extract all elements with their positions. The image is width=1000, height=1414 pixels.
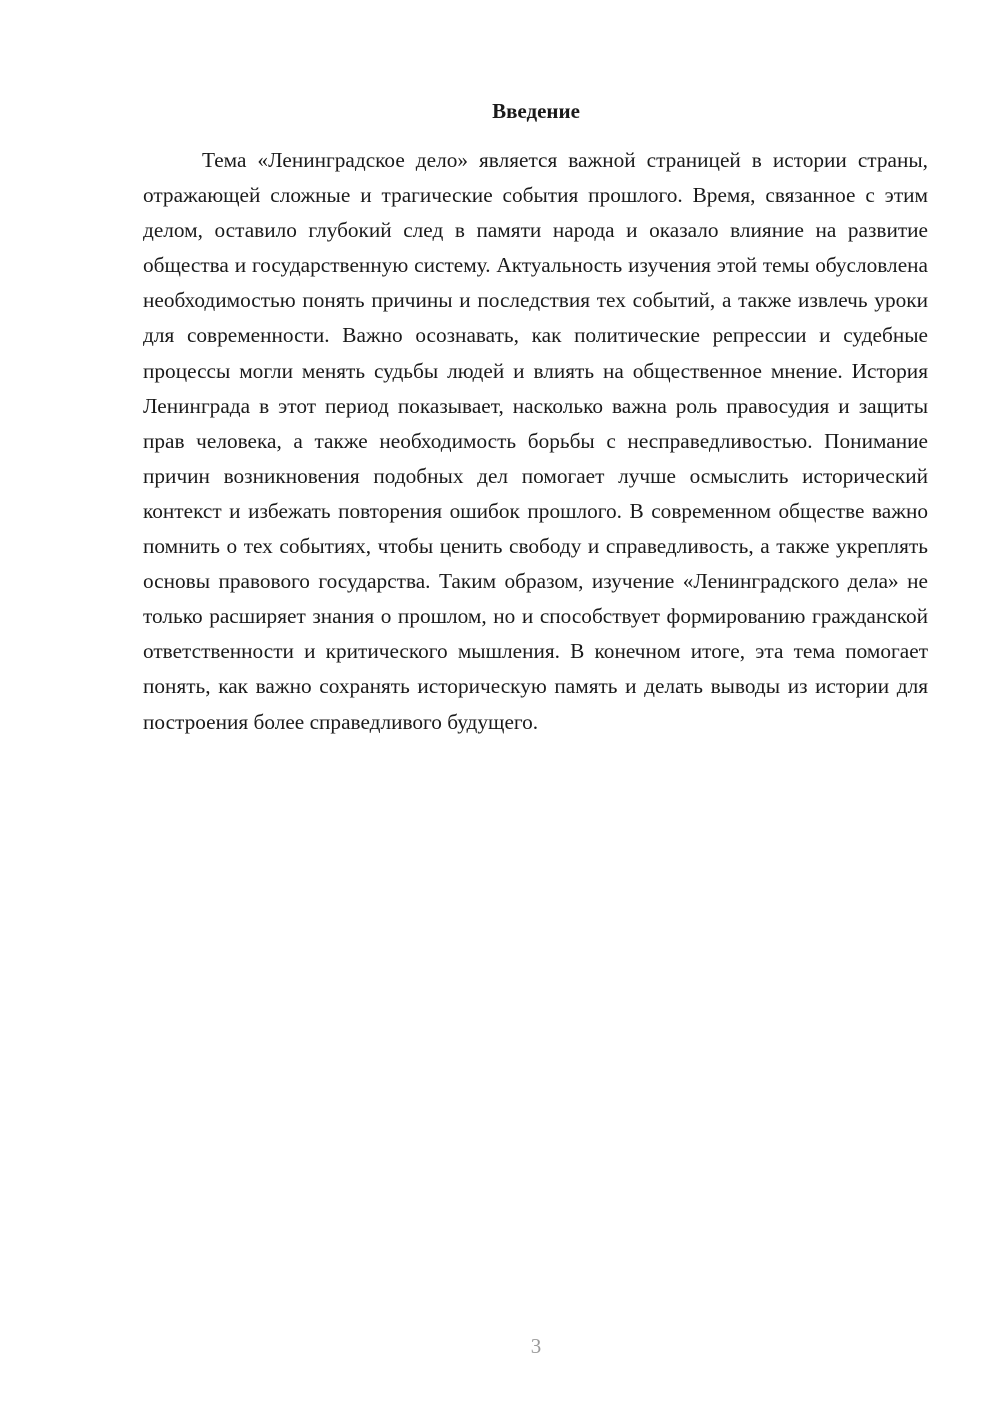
page-number: 3	[530, 1334, 542, 1358]
section-title: Введение	[492, 99, 580, 123]
body-paragraph: Тема «Ленинградское дело» является важной страницей в истории страны, отражающей сложные и трагические события прошлого. Время, связанное с этим делом, оставило глубокий след в памяти народа и оказало влияние на развитие общества и государственную систему. Актуальность изучения этой темы обусловлена необходимостью понять причины и последствия тех событий, а также извлечь уроки для современности. Важно осознавать, как политические репрессии и судебные процессы могли менять судьбы людей и влиять на общественное мнение. История Ленинграда в этот период показывает, насколько важна роль правосудия и защиты прав человека, а также необходимость борьбы с несправедливостью. Понимание причин возникновения подобных дел помогает лучше осмыслить исторический контекст и избежать повторения ошибок прошлого. В современном обществе важно помнить о тех событиях, чтобы ценить свободу и справедливость, а также укреплять основы правового государства. Таким образом, изучение «Ленинградского дела» не только расширяет знания о прошлом, но и способствует формированию гражданской ответственности и критического мышления. В конечном итоге, эта тема помогает понять, как важно сохранять историческую память и делать выводы из истории для построения более справедливого будущего.	[143, 148, 928, 734]
